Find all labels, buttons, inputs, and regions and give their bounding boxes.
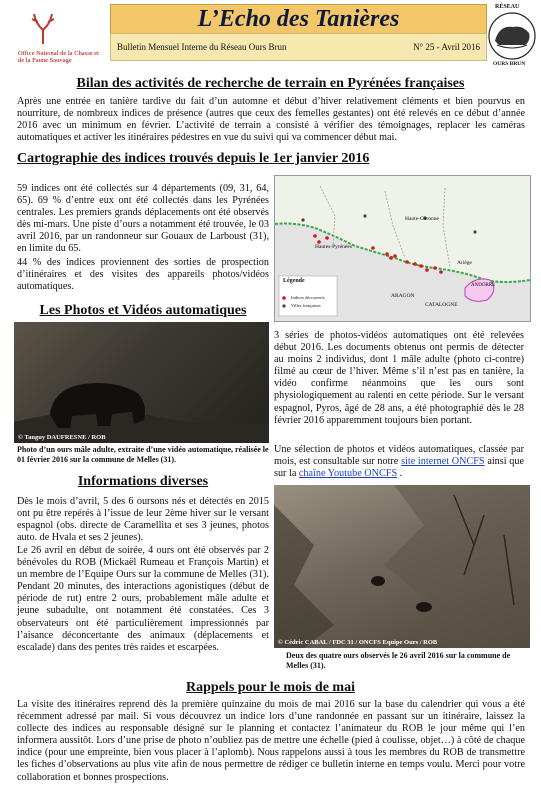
rob-logo-top: RÉSEAU [495, 4, 520, 10]
oncfs-logo [8, 6, 98, 72]
bear-photo-1 [14, 322, 269, 443]
map-label-haute-garonne: Haute-Garonne [405, 216, 439, 222]
deer-icon [30, 10, 56, 46]
section-bilan-text: Après une entrée en tanière tardive du fait d’un automne et début d’hiver relativement cléments et bien pourvus en nourriture, de nombreux indices de présence (autres que ceux des femelles gestantes) ont été relevés en ce début d’année 2016 avec un minimum en février. L’activité de terrain a consisté à vérifier des témoignages, replacer les caméras automatiques et activer les itinéraires pédestres en vue du suivi qui va commencer début mai. [17, 96, 525, 144]
section-title-photos: Les Photos et Vidéos automatiques [39, 303, 247, 318]
newsletter-title: L’Echo des Tanières [197, 6, 400, 32]
section-title-cartographie: Cartographie des indices trouvés depuis le 1er janvier 2016 [17, 151, 370, 166]
bear-photo-2 [274, 485, 530, 648]
cartographie-text-2: 44 % des indices proviennent des sorties de prospection d’itinéraires et des visites des appareils photos/vidéos automatiques. [17, 257, 269, 293]
rob-logo-bottom: OURS BRUN [493, 61, 526, 67]
informations-text-2: Le 26 avril en début de soirée, 4 ours ont été observés par 2 bénévoles du ROB (Mickaël Rumeau et François Martin) et un membre de l’Equipe Ours sur la commune de Melles (31). Pendant 20 minutes, des interactions agonistiques (début de période de rut) entre 2 ours, probablement mâle adulte et jeune subadulte, ont notamment été constatées. Ces 3 observateurs ont été particulièrement impressionnés par l’aisance déconcertante des animaux (déplacements et escalade) dans des pentes très raides et escarpées. [17, 545, 269, 653]
rappels-text: La visite des itinéraires reprend dès la première quinzaine du mois de mai 2016 sur la base du calendrier qui vous a été récemment adressé par mail. Si vous découvrez un indice lors d’une randonnée en passant sur un itinéraire, laissez la collecte des indices au responsable désigné sur le planning et contactez l’animateur du ROB le jour même qui l’en informera aussitôt. Lors d’une prise de photo n’oubliez pas de mettre une échelle (pied à coulisse, objet…) à côté de chaque indice (pour une empreinte, bien vous placer à l’aplomb). Nous rappelons aussi à tous les membres du ROB de transmettre les fiches d’observations au plus vite afin de nous permettre de rédiger ce bulletin interne en temps voulu. Merci pour votre collaboration et bonnes prospections. [17, 699, 525, 783]
photos-text-2 [274, 444, 524, 480]
subtitle-band [110, 33, 487, 61]
photo-2-caption: Deux des quatre ours observés le 26 avril 2016 sur la commune de Melles (31). [286, 651, 511, 670]
bear-logo-icon [487, 3, 537, 69]
cartographie-text-1: 59 indices ont été collectés sur 4 départements (09, 31, 64, 65). 69 % d’entre eux ont été collectés dans les Pyrénées centrales. Les premiers grands déplacements ont été observés dès mi-mars. Une piste d’ours a notamment été trouvée, le 03 avril 2016, par un randonneur sur Gouaux de Larboust (31), en limite du 65. [17, 183, 269, 255]
section-title-informations: Informations diverses [77, 474, 209, 489]
map-label-hautes-pyrenees: Hautes-Pyrénées [315, 244, 352, 250]
map-legend-title: Légende [283, 278, 305, 284]
map-label-catalogne: CATALOGNE [425, 302, 458, 308]
photo-1-credit: © Tanguy DAUFRESNE / ROB [18, 434, 106, 441]
map-label-andorre: ANDORRE [471, 283, 496, 288]
bulletin-name: Bulletin Mensuel Interne du Réseau Ours Brun [117, 42, 287, 52]
rob-logo [487, 3, 537, 69]
photos-text-2-end: . [399, 468, 403, 480]
map-legend-indices: Indices découverts [291, 295, 325, 300]
map-label-ariege: Ariège [457, 260, 472, 266]
photo-2-credit: © Cédric CABAL / FDC 31 / ONCFS Equipe Ours / ROB [278, 639, 438, 646]
issue-number: N° 25 - Avril 2016 [413, 42, 480, 52]
photos-text-2-prefix: Une sélection de photos et vidéos automatiques, classée par mois, est consultable sur notre [274, 444, 524, 468]
masthead [0, 0, 541, 75]
map-legend-villes: Villes françaises [291, 303, 321, 308]
oncfs-logo-text: Office National de la Chasse et de la Faune Sauvage [18, 50, 99, 64]
oncfs-website-link[interactable]: site internet ONCFS [401, 456, 485, 468]
section-title-rappels: Rappels pour le mois de mai [186, 680, 355, 695]
oncfs-youtube-link[interactable]: chaîne Youtube ONCFS [298, 468, 398, 480]
photos-text-2-mid: ainsi que sur la [274, 456, 524, 480]
informations-text-1: Dès le mois d’avril, 5 des 6 oursons nés et détectés en 2015 ont pu être repérés à l’issue de leur 2ème hiver sur le versant espagnol (obs. directe de Caramellita et ses 3 jeunes, photos auto. de Hvala et ses 2 jeunes). [17, 496, 269, 544]
indices-map [274, 175, 531, 322]
photos-text-1: 3 séries de photos-vidéos automatiques ont été relevées début 2016. Les documents obtenus ont permis de détecter au moins 2 individus, dont 1 mâle adulte (photo ci-contre) filmé au cœur de l’hiver. Même s’il n’est pas en tanière, la vidéo confirme néanmoins que les ours sont physiologiquement au ralenti en cette période. Sur le versant espagnol, Pyros, âgé de 28 ans, a été photographié dès le 28 février 2016 apparemment toujours bien portant. [274, 330, 524, 426]
photo-1-caption: Photo d’un ours mâle adulte, extraite d’une vidéo automatique, réalisée le 01 février 2016 sur la commune de Melles (31). [17, 445, 269, 464]
section-title-bilan: Bilan des activités de recherche de terrain en Pyrénées françaises [76, 76, 465, 91]
map-label-aragon: ARAGON [391, 293, 415, 299]
title-band [110, 4, 487, 34]
